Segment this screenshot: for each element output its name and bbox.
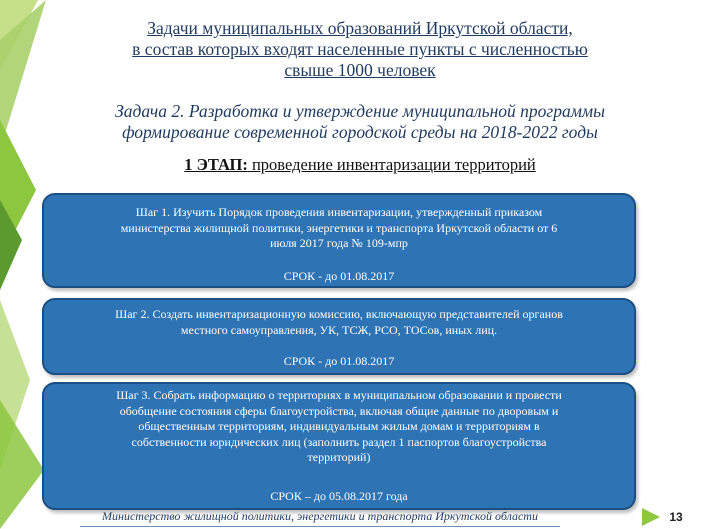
step-line: Шаг 1. Изучить Порядок проведения инвентаризации, утвержденный приказом (135, 205, 543, 219)
step-line: собственности юридических лиц (заполнить раздел 1 паспортов благоустройства (131, 434, 547, 449)
step-1-deadline: СРОК - до 01.08.2017 (283, 269, 395, 283)
step-line: министерства жилищной политики, энергетики и транспорта Иркутской области от 6 (120, 220, 558, 235)
stage-heading (40, 155, 680, 175)
task-line: Задача 2. Разработка и утверждение муниципальной программы (115, 101, 605, 121)
step-line: июля 2017 года № 109-мпр (270, 236, 408, 250)
task-line: формирование современной городской среды на 2018-2022 годы (122, 122, 598, 142)
step-line: общественным территориям, индивидуальным жилым домам и территориям в (138, 419, 540, 433)
step-2-box (42, 298, 636, 375)
step-2-text (44, 300, 634, 338)
step-1-box (42, 193, 636, 288)
step-line: обобщение состояния сферы благоустройства, включая общие данные по дворовым и (119, 403, 559, 418)
step-line: территорий) (307, 450, 371, 464)
page-number: 13 (669, 510, 683, 524)
task-subtitle (60, 101, 660, 143)
step-line: местного самоуправления, УК, ТСЖ, РСО, ТОСов, иных лиц. (180, 322, 498, 337)
arrow-right-icon (640, 506, 662, 528)
step-line: Шаг 3. Собрать информацию о территориях в муниципальном образовании и провести (116, 388, 562, 402)
step-line: Шаг 2. Создать инвентаризационную комиссию, включающую представителей органов (115, 307, 563, 321)
footer-divider (80, 526, 560, 527)
title-line: Задачи муниципальных образований Иркутской области, (147, 18, 573, 38)
step-3-deadline: СРОК – до 05.08.2017 года (270, 489, 408, 503)
title-line: свыше 1000 человек (284, 60, 436, 80)
step-2-deadline: СРОК - до 01.08.2017 (283, 354, 395, 368)
step-1-text (44, 195, 634, 252)
title-line: в состав которых входят населенные пункты с численностью (132, 39, 588, 59)
footer-ministry: Министерство жилищной политики, энергетики и транспорта Иркутской области (102, 509, 538, 523)
step-3-text (44, 384, 634, 466)
stage-label: 1 ЭТАП: (184, 155, 248, 174)
stage-text: проведение инвентаризации территорий (247, 155, 536, 174)
step-3-box (42, 382, 636, 510)
slide-title (40, 18, 680, 81)
